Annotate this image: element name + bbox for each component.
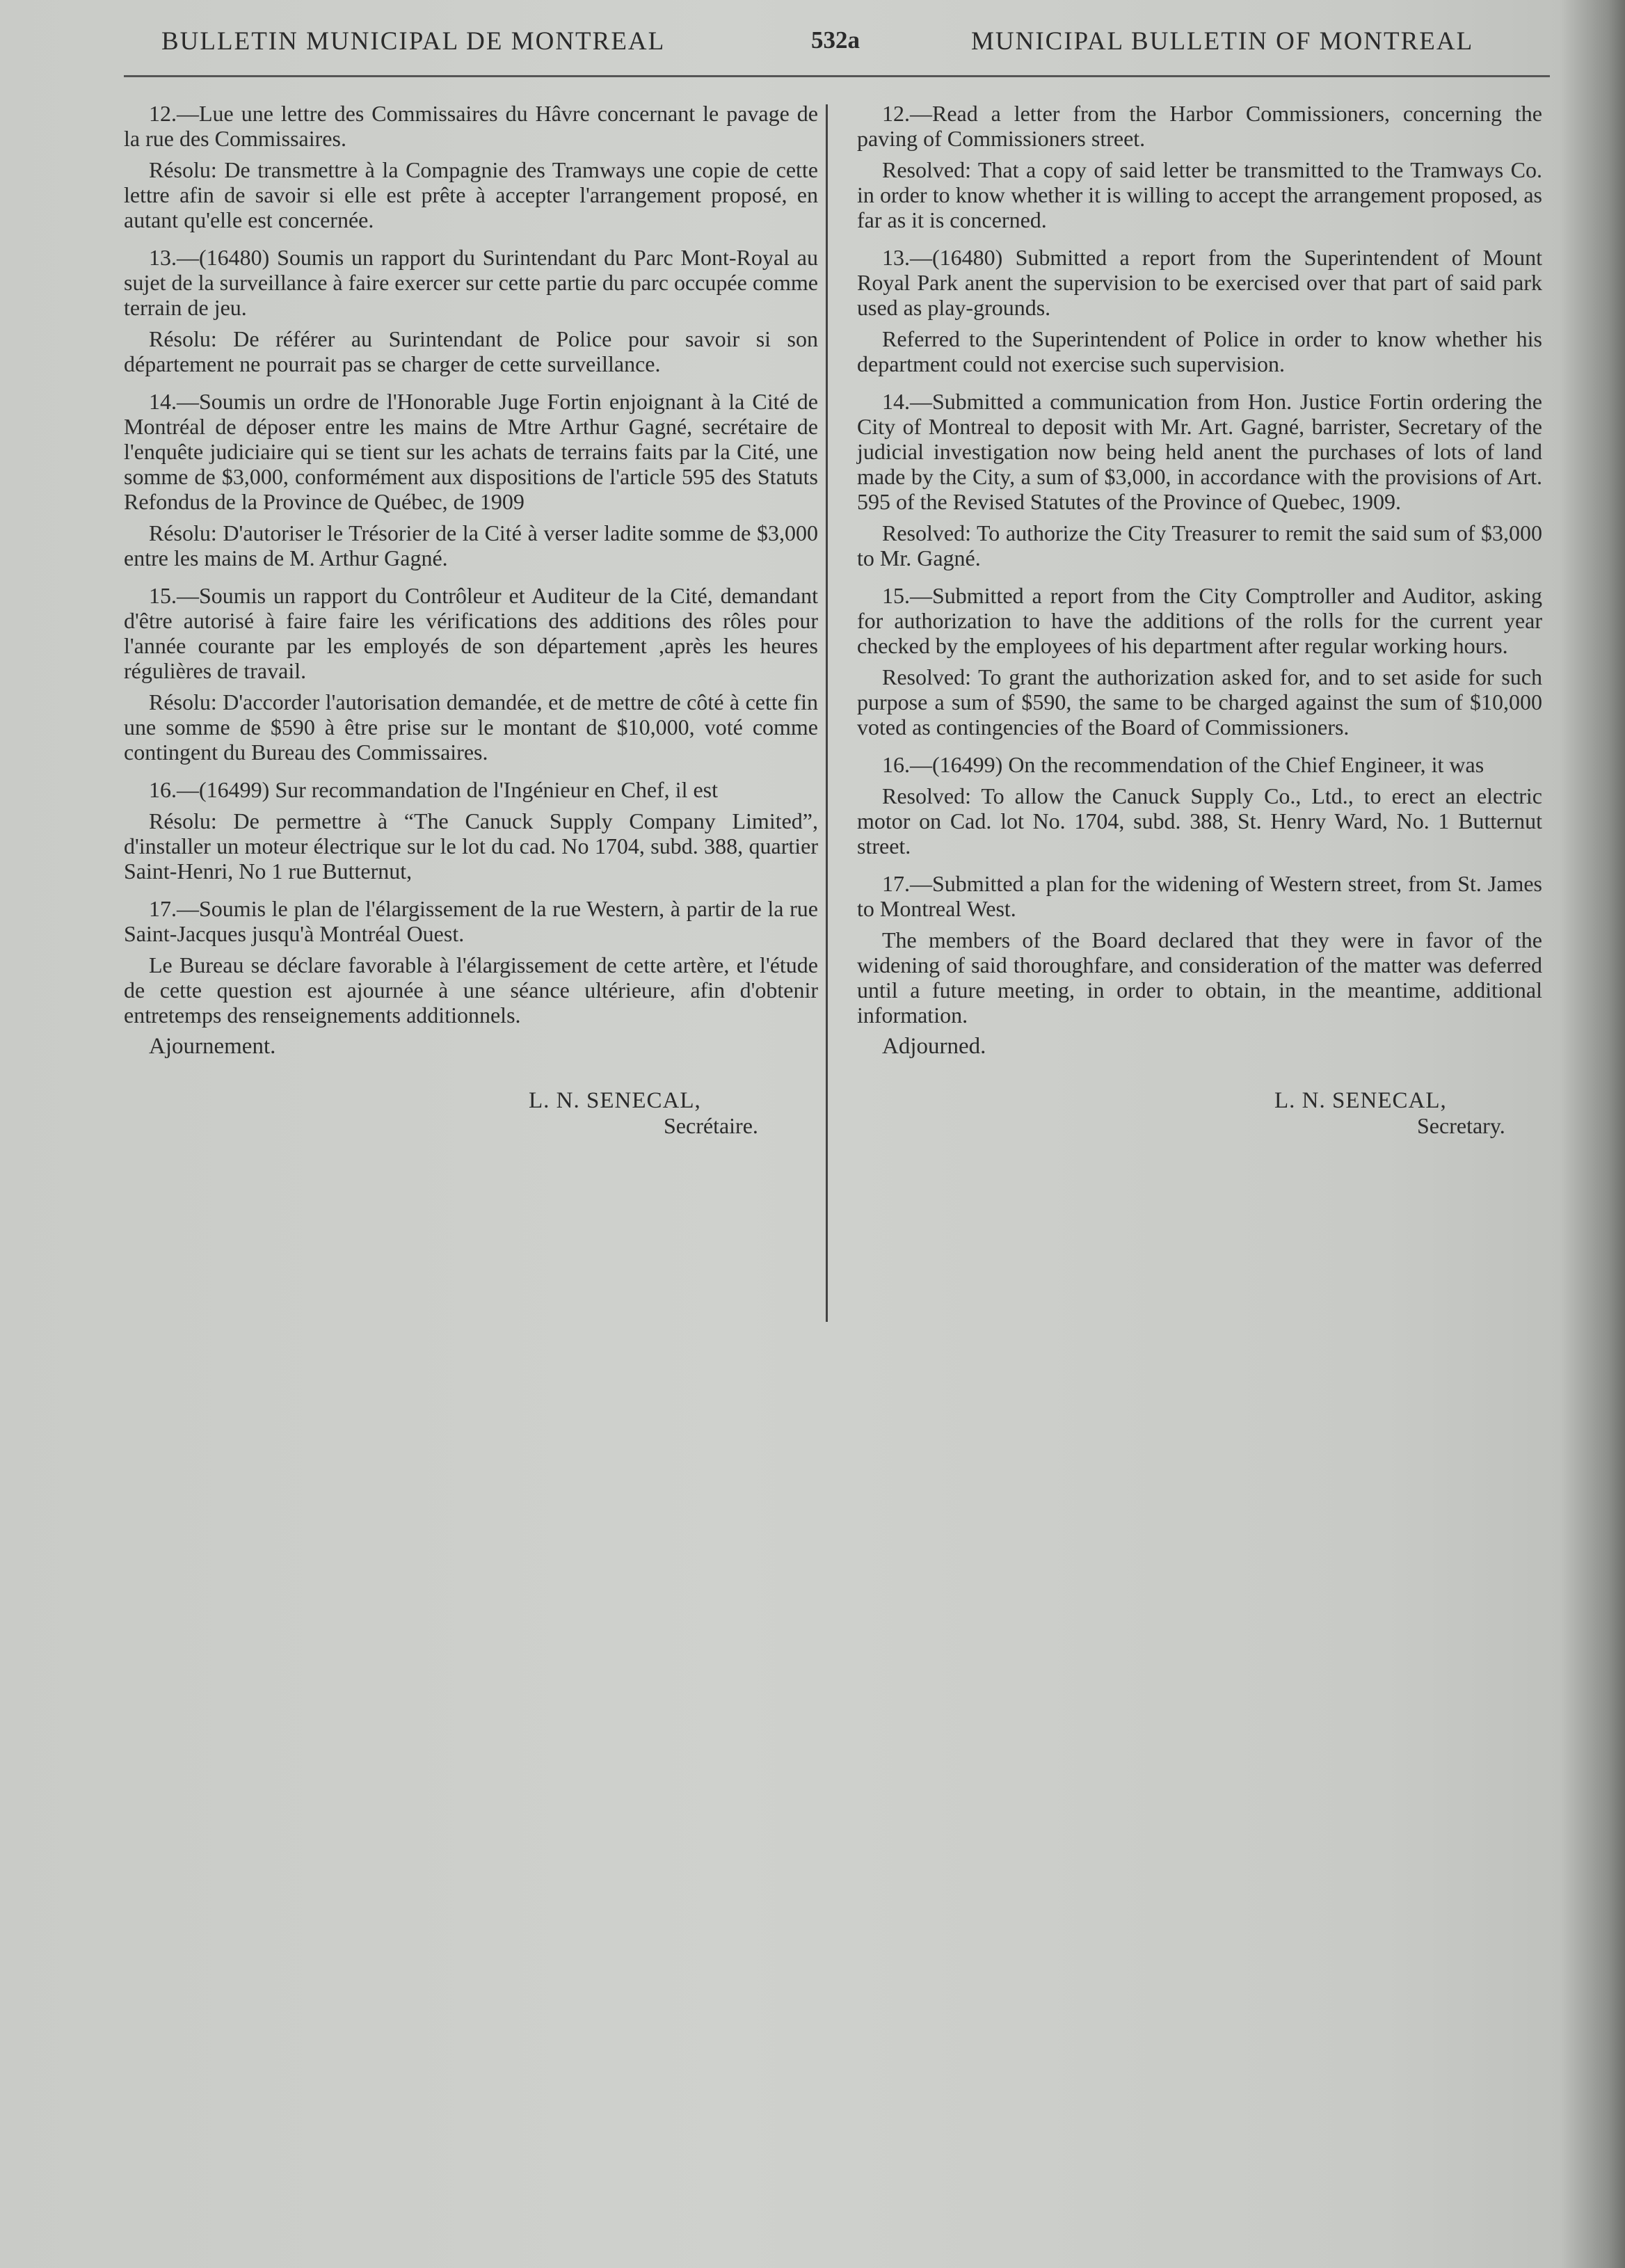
english-column xyxy=(857,101,1542,1138)
item-12-fr: 12.—Lue une lettre des Commissaires du Hâvre concernant le pavage de la rue des Commissaires. xyxy=(124,101,818,151)
resolution-16-fr: Résolu: De permettre à “The Canuck Supply Company Limited”, d'installer un moteur électrique sur le lot du cad. No 1704, subd. 388, quartier Saint-Henri, No 1 rue Butternut, xyxy=(124,808,818,884)
resolution-13-fr: Résolu: De référer au Surintendant de Police pour savoir si son département ne pourrait pas se charger de cette surveillance. xyxy=(124,326,818,376)
resolution-12-en: Resolved: That a copy of said letter be transmitted to the Tramways Co. in order to know whether it is willing to accept the arrangement proposed, as far as it is concerned. xyxy=(857,157,1542,232)
column-divider xyxy=(826,104,828,1322)
resolution-13-en: Referred to the Superintendent of Police in order to know whether his department could not exercise such supervision. xyxy=(857,326,1542,376)
resolution-17-en: The members of the Board declared that they were in favor of the widening of said thoroughfare, and consideration of the matter was deferred until a future meeting, in order to obtain, in the meantime, additional information. xyxy=(857,927,1542,1028)
header-rule xyxy=(124,75,1550,77)
item-15-en: 15.—Submitted a report from the City Comptroller and Auditor, asking for authorization to have the additions of the rolls for the current year checked by the employees of his department after regular working hours. xyxy=(857,583,1542,658)
item-15-fr: 15.—Soumis un rapport du Contrôleur et Auditeur de la Cité, demandant d'être autorisé à faire faire les vérifications des additions des rôles pour l'année courante par les employés de son département ,après les heures régulières de travail. xyxy=(124,583,818,683)
resolution-12-fr: Résolu: De transmettre à la Compagnie des Tramways une copie de cette lettre afin de savoir si elle est prête à accepter l'arrangement proposé, en autant qu'elle est concernée. xyxy=(124,157,818,232)
item-14-fr: 14.—Soumis un ordre de l'Honorable Juge Fortin enjoignant à la Cité de Montréal de déposer entre les mains de Mtre Arthur Gagné, secrétaire de l'enquête judiciaire qui se tient sur les achats de terrains faits par la Cité, une somme de $3,000, conformément aux dispositions de l'article 595 des Statuts Refondus de la Province de Québec, de 1909 xyxy=(124,389,818,514)
resolution-15-en: Resolved: To grant the authorization asked for, and to set aside for such purpose a sum of $590, the same to be charged against the sum of $10,000 voted as contingencies of the Board of Commissioners. xyxy=(857,664,1542,740)
resolution-16-en: Resolved: To allow the Canuck Supply Co., Ltd., to erect an electric motor on Cad. lot No. 1704, subd. 388, St. Henry Ward, No. 1 Butternut street. xyxy=(857,783,1542,859)
resolution-14-fr: Résolu: D'autoriser le Trésorier de la Cité à verser ladite somme de $3,000 entre les mains de M. Arthur Gagné. xyxy=(124,520,818,570)
page-header xyxy=(0,26,1625,68)
item-16-en: 16.—(16499) On the recommendation of the Chief Engineer, it was xyxy=(882,752,1484,777)
header-french-title: BULLETIN MUNICIPAL DE MONTREAL xyxy=(161,27,666,56)
french-column xyxy=(124,101,818,1138)
header-english-title: MUNICIPAL BULLETIN OF MONTREAL xyxy=(971,27,1474,56)
item-17-en: 17.—Submitted a plan for the widening of Western street, from St. James to Montreal West. xyxy=(857,871,1542,921)
resolution-14-en: Resolved: To authorize the City Treasurer to remit the said sum of $3,000 to Mr. Gagné. xyxy=(857,520,1542,570)
adjourned-en: Adjourned. xyxy=(882,1034,986,1059)
signature-title-en: Secretary. xyxy=(1417,1113,1505,1138)
item-13-en: 13.—(16480) Submitted a report from the Superintendent of Mount Royal Park anent the supervision to be exercised over that part of said park used as play-grounds. xyxy=(857,245,1542,320)
signature-name-fr: L. N. SENECAL, xyxy=(529,1088,701,1113)
item-12-en: 12.—Read a letter from the Harbor Commissioners, concerning the paving of Commissioners street. xyxy=(857,101,1542,151)
signature-name-en: L. N. SENECAL, xyxy=(1274,1088,1447,1113)
signature-title-fr: Secrétaire. xyxy=(664,1113,758,1138)
item-14-en: 14.—Submitted a communication from Hon. Justice Fortin ordering the City of Montreal to deposit with Mr. Art. Gagné, barrister, Secretary of the judicial investigation now being held anent the purchases of lots of land made by the City, a sum of $3,000, in accordance with the provisions of Art. 595 of the Revised Statutes of the Province of Quebec, 1909. xyxy=(857,389,1542,514)
resolution-17-fr: Le Bureau se déclare favorable à l'élargissement de cette artère, et l'étude de cette question est ajournée à une séance ultérieure, afin d'obtenir entretemps des renseignements additionnels. xyxy=(124,952,818,1028)
adjourned-fr: Ajournement. xyxy=(149,1034,276,1059)
item-17-fr: 17.—Soumis le plan de l'élargissement de la rue Western, à partir de la rue Saint-Jacques jusqu'à Montréal Ouest. xyxy=(124,896,818,946)
page-number: 532a xyxy=(811,26,860,54)
resolution-15-fr: Résolu: D'accorder l'autorisation demandée, et de mettre de côté à cette fin une somme de $590 à être prise sur le montant de $10,000, voté comme contingent du Bureau des Commissaires. xyxy=(124,689,818,765)
item-13-fr: 13.—(16480) Soumis un rapport du Surintendant du Parc Mont-Royal au sujet de la surveillance à faire exercer sur cette partie du parc occupée comme terrain de jeu. xyxy=(124,245,818,320)
item-16-fr: 16.—(16499) Sur recommandation de l'Ingénieur en Chef, il est xyxy=(149,777,718,802)
